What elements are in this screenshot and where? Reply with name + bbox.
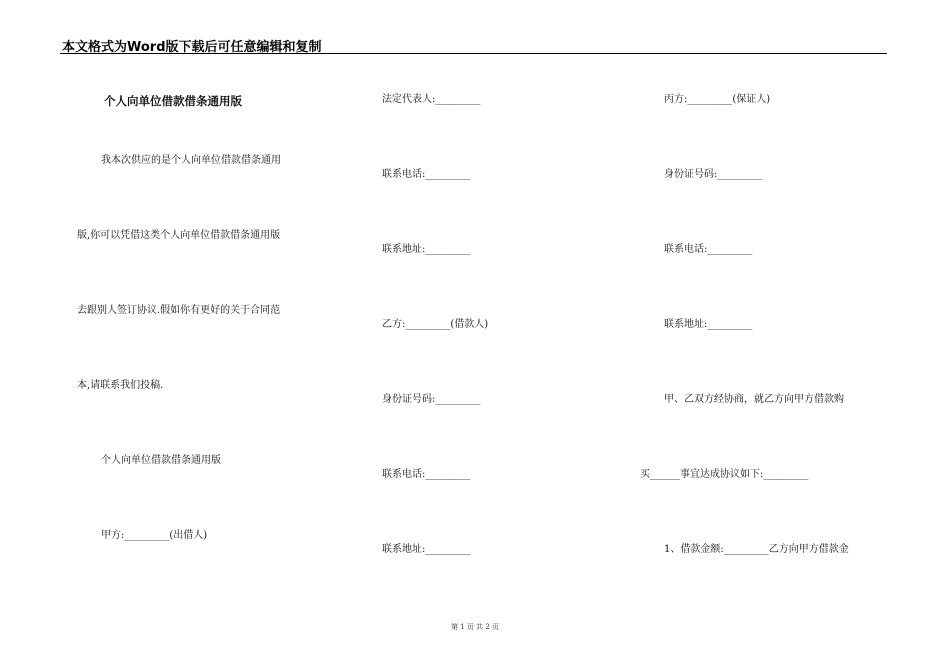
column1-line-4: 本,请联系我们投稿.: [77, 380, 164, 391]
column1-line-1: 我本次供应的是个人向单位借款借条通用: [101, 155, 281, 166]
column2-line-2: 联系电话:_________: [382, 169, 471, 180]
column3-line-4: 联系地址:_________: [664, 319, 753, 330]
header-divider: [60, 53, 887, 54]
page-footer: 第 1 页 共 2 页: [450, 623, 500, 631]
column1-line-3: 去跟别人签订协议.假如你有更好的关于合同范: [77, 305, 281, 316]
column2-line-4: 乙方:_________(借款人): [382, 319, 489, 330]
document-title: 个人向单位借款借条通用版: [104, 94, 242, 108]
column3-line-5: 甲、乙双方经协商，就乙方向甲方借款购: [664, 394, 844, 405]
column3-line-2: 身份证号码:_________: [664, 169, 763, 180]
column2-line-7: 联系地址:_________: [382, 544, 471, 555]
column2-line-5: 身份证号码:_________: [382, 394, 481, 405]
column2-line-6: 联系电话:_________: [382, 469, 471, 480]
column1-line-6: 甲方:_________(出借人): [101, 530, 208, 541]
column2-line-1: 法定代表人:_________: [382, 94, 481, 105]
column3-line-6: 买______事宜达成协议如下:_________: [640, 469, 809, 480]
column3-line-7: 1、借款金额:_________乙方向甲方借款金: [664, 544, 849, 555]
page-header-title: 本文格式为Word版下载后可任意编辑和复制: [62, 40, 322, 55]
column2-line-3: 联系地址:_________: [382, 244, 471, 255]
column1-line-5: 个人向单位借款借条通用版: [101, 455, 221, 466]
column3-line-1: 丙方:_________(保证人): [664, 94, 771, 105]
column1-line-2: 版,你可以凭借这类个人向单位借款借条通用版: [77, 230, 281, 241]
column3-line-3: 联系电话:_________: [664, 244, 753, 255]
